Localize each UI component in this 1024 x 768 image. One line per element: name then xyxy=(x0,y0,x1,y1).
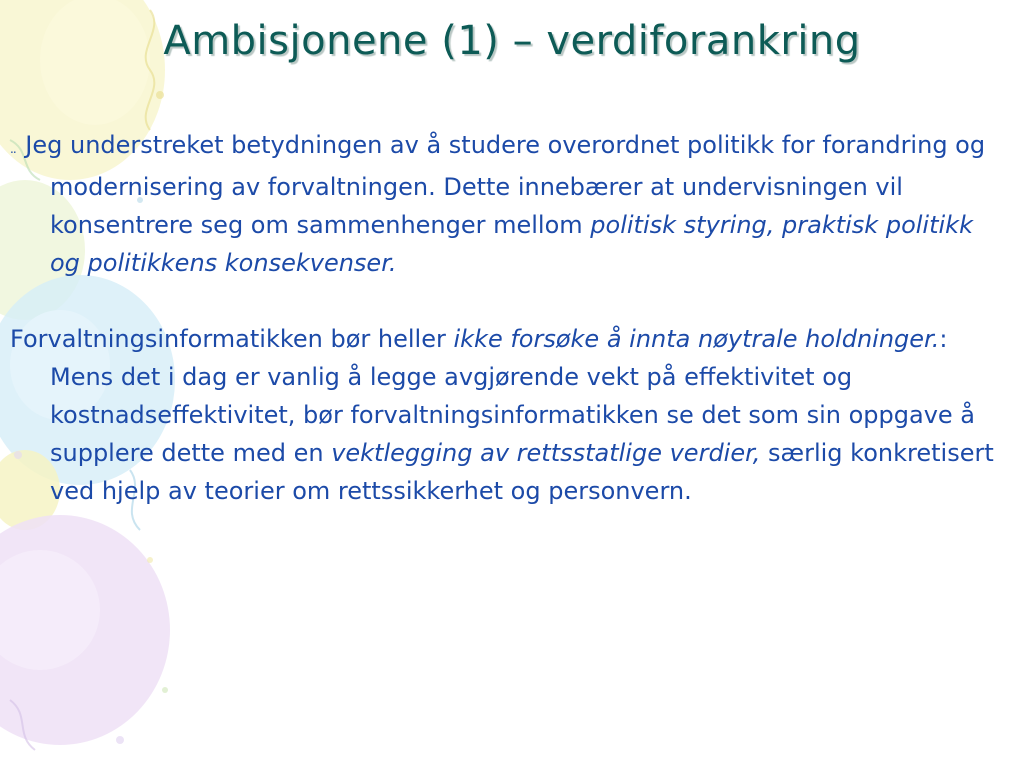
slide-title: Ambisjonene (1) – verdiforankring xyxy=(163,18,861,64)
paragraph-2-text-b: : Mens det i dag er vanlig å legge avgjørende vekt på effektivitet og kostnadseffektivitet, bør forvaltningsinformatikken se det som sin oppgave å supplere dette med en xyxy=(50,325,975,467)
paragraph-2-italic-b: vektlegging av rettsstatlige verdier, xyxy=(331,439,761,467)
slide-body xyxy=(10,126,1010,548)
paragraph-1-italic: politisk styring, praktisk politikk og politikkens konsekvenser. xyxy=(50,211,973,277)
bullet-marker: .. xyxy=(10,142,16,156)
paragraph-2 xyxy=(10,320,1010,510)
paragraph-2-text-a: Forvaltningsinformatikken bør heller xyxy=(10,325,454,353)
paragraph-2-text-c: særlig konkretisert ved hjelp av teorier om rettssikkerhet og personvern. xyxy=(50,439,994,505)
paragraph-1-text: Jeg understreket betydningen av å studere overordnet politikk for forandring og modernisering av forvaltningen. Dette innebærer at undervisningen vil konsentrere seg om sammenhenger mellom xyxy=(25,131,986,239)
balloon-decoration-purple xyxy=(0,515,170,745)
paragraph-1 xyxy=(10,126,1010,282)
paragraph-2-italic-a: ikke forsøke å innta nøytrale holdninger. xyxy=(453,325,940,353)
